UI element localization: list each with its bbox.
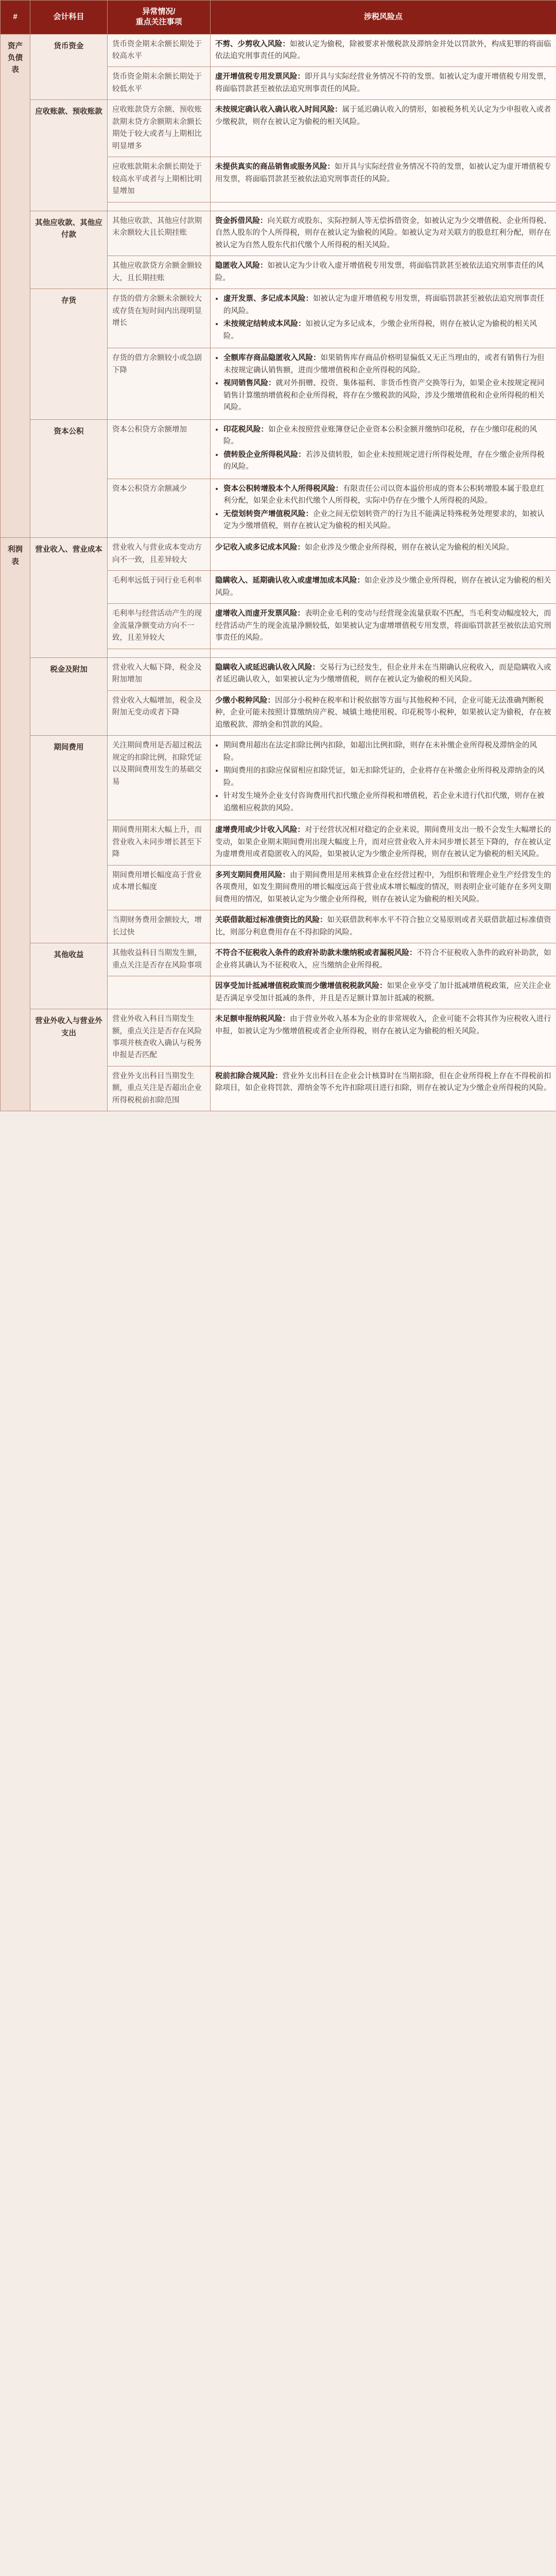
section-label: 资产负债表 xyxy=(1,34,30,538)
account-name: 其他收益 xyxy=(30,943,108,1009)
risk-cell xyxy=(211,256,556,289)
risk-point xyxy=(223,765,551,789)
risk-point xyxy=(215,542,551,554)
table-row xyxy=(1,34,556,67)
risk-cell xyxy=(211,100,556,157)
risk-cell xyxy=(211,820,556,865)
risk-point xyxy=(215,215,551,251)
abnormal-item: 应收账款期末余额长期处于较高水平或者与上期相比明显增加 xyxy=(108,157,211,202)
risk-point xyxy=(215,161,551,185)
risk-cell xyxy=(211,419,556,479)
risk-title: 多列支期间费用风险： xyxy=(215,871,290,879)
risk-title: 全额库存商品隐匿收入风险： xyxy=(223,354,321,363)
risk-desc: 有限责任公司以资本溢价形成的资本公积转增股本属于股息红利分配，如果企业未代扣代缴个人所得税，实际中仍存在少缴个人所得税的风险。 xyxy=(223,484,545,505)
risk-cell xyxy=(211,289,556,348)
risk-desc: 如被认定为偷税，除被要求补缴税款及滞纳金并处以罚款外，构成犯罪的将面临依法追究刑事责任的风险。 xyxy=(215,40,551,60)
abnormal-item: 营业外支出科目当期发生额，重点关注是否超出企业所得税税前扣除范围 xyxy=(108,1066,211,1111)
abnormal-item: 关注期间费用是否超过税法规定的扣除比例，扣除凭证以及期间费用发生的基础交易 xyxy=(108,736,211,820)
abnormal-item: 其他收益科目当期发生额，重点关注是否存在风险事项 xyxy=(108,943,211,976)
account-name: 营业收入、营业成本 xyxy=(30,538,108,657)
account-name: 税金及附加 xyxy=(30,657,108,735)
risk-desc: 交易行为已经发生，但企业并未在当期确认应税收入，而是隐瞒收入或者延迟确认收入，如果被认定为少缴增值税，则存在被认定为偷税的相关风险。 xyxy=(215,663,551,684)
risk-desc: 如企业未按照营业账簿登记企业资本公积金额并缴纳印花税，存在少缴印花税的风险。 xyxy=(223,425,537,446)
abnormal-item: 营业外收入科目当期发生额，重点关注是否存在风险事项并核查收入确认与税务申报是否匹配 xyxy=(108,1009,211,1066)
abnormal-item: 资本公积贷方余额减少 xyxy=(108,479,211,538)
risk-cell xyxy=(211,538,556,571)
abnormal-item: 存货的借方余额未余额较大或存货在短时间内出现明显增长 xyxy=(108,289,211,348)
account-name: 存货 xyxy=(30,289,108,419)
risk-title: 虚增收入而虚开发票风险： xyxy=(215,609,305,618)
risk-point xyxy=(223,509,551,533)
risk-point xyxy=(215,608,551,644)
risk-title: 虚开增值税专用发票风险： xyxy=(215,73,305,81)
risk-point xyxy=(223,293,551,317)
risk-desc: 向关联方或股东、实际控制人等无偿拆借资金，如被认定为少交增值税、企业所得税、自然人股东的个人所得税，则存在被认定为偷税的风险。如被认定为对关联方的股息红利分配，则存在被认定为自然人股东代扣代缴个人所得税的相关风险。 xyxy=(215,216,551,249)
risk-cell xyxy=(211,865,556,910)
risk-desc: 期间费用的扣除应保留相应扣除凭证，如无扣除凭证的，企业将存在补缴企业所得税及滞纳金的风险。 xyxy=(223,767,545,787)
abnormal-item: 营业收入与营业成本变动方向不一致，且差异较大 xyxy=(108,538,211,571)
abnormal-item xyxy=(108,649,211,657)
risk-cell xyxy=(211,1066,556,1111)
risk-cell xyxy=(211,211,556,256)
account-name: 应收账款、预收账款 xyxy=(30,100,108,211)
risk-point xyxy=(223,424,551,448)
table-row xyxy=(1,538,556,571)
risk-title: 未足额申报纳税风险： xyxy=(215,1015,290,1024)
risk-desc: 即开具与实际经营业务情况不符的发票。如被认定为虚开增值税专用发票，将面临罚款甚至被依法追究刑事责任的风险。 xyxy=(215,73,551,93)
risk-point xyxy=(215,695,551,731)
risk-point xyxy=(215,662,551,686)
risk-cell xyxy=(211,571,556,604)
table-row xyxy=(1,289,556,348)
risk-title: 隐瞒收入、延期确认收入或虚增加成本风险： xyxy=(215,577,364,585)
table-row xyxy=(1,657,556,690)
abnormal-item: 当期财务费用金额较大，增长过快 xyxy=(108,910,211,943)
risk-cell xyxy=(211,736,556,820)
risk-point xyxy=(223,790,551,815)
abnormal-item: 毛利率远低于同行业毛利率 xyxy=(108,571,211,604)
risk-desc: 营业外支出科目在企业会计核算时在当期扣除，但在企业所得税上存在不得税前扣除项目，如企业将罚款、滞纳金等不允许扣除项目进行扣除，则存在被认定为少缴企业所得税的风险。 xyxy=(215,1072,551,1093)
abnormal-item: 货币资金期末余额长期处于较高水平 xyxy=(108,34,211,67)
risk-title: 资本公积转增股本个人所得税风险： xyxy=(223,484,343,493)
risk-point xyxy=(215,914,551,939)
abnormal-item: 存货的借方余额较小或急剧下降 xyxy=(108,348,211,419)
risk-title: 视同销售风险： xyxy=(223,379,276,388)
risk-title: 隐匿收入风险： xyxy=(215,262,268,270)
risk-point xyxy=(215,870,551,906)
risk-title: 不剪、少剪收入风险： xyxy=(215,40,290,48)
table-row xyxy=(1,943,556,976)
account-name: 营业外收入与营业外支出 xyxy=(30,1009,108,1111)
account-name: 货币资金 xyxy=(30,34,108,100)
risk-point xyxy=(223,318,551,343)
risk-point xyxy=(223,740,551,764)
risk-cell xyxy=(211,34,556,67)
risk-desc: 如关联借款利率水平不符合独立交易原则或者关联借款超过标准债资比，则部分利息费用存在不得扣除的风险。 xyxy=(215,916,551,937)
table-row xyxy=(1,419,556,479)
risk-desc: 因部分小税种在税率和计税依据等方面与其他税种不同，企业可能无法准确判断税种，企业可能未按照计算缴纳房产税、城镇土地使用税、印花税等小税种，如果被认定为偷税，存在被追缴税款、滞纳金和罚款的风险。 xyxy=(215,696,551,729)
risk-point xyxy=(223,483,551,507)
risk-point xyxy=(223,449,551,473)
risk-desc: 属于延迟确认收入的情形，如被税务机关认定为少申报收入或者少缴税款，则存在被认定为偷税的相关风险。 xyxy=(215,106,551,126)
abnormal-item: 期间费用期末大幅上升，而营业收入未同步增长甚至下降 xyxy=(108,820,211,865)
header-abnormal: 异常情况/ 重点关注事项 xyxy=(108,1,211,35)
risk-point xyxy=(215,824,551,860)
abnormal-item xyxy=(108,976,211,1009)
header-risk: 涉税风险点 xyxy=(211,1,556,35)
risk-title: 虚开发票、多记成本风险： xyxy=(223,295,313,303)
risk-title: 资金拆借风险： xyxy=(215,216,268,225)
risk-desc: 如开具与实际经营业务情况不符的发票，如被认定为虚开增值税专用发票，将面临罚款甚至被依法追究刑事责任的风险。 xyxy=(215,163,551,183)
risk-title: 未按规定确认收入确认收入时间风险： xyxy=(215,106,342,114)
risk-desc: 如企业涉及少缴企业所得税，则存在被认定为偷税的相关风险。 xyxy=(305,544,514,552)
risk-desc: 如被认定为少计收入虚开增值税专用发票，将面临罚款甚至被依法追究刑事责任的风险。 xyxy=(215,262,544,282)
abnormal-item: 其他应收款贷方余额金额较大，且长期挂账 xyxy=(108,256,211,289)
section-label: 利润表 xyxy=(1,538,30,1111)
risk-desc: 表明企业毛利的变动与经营现金流量获取不匹配，当毛利变动幅度较大，而经营活动产生的现金流量净额较低，如果被认定为虚增增值税专用发票，将面临罚款甚至被依法追究刑事责任的风险。 xyxy=(215,609,551,642)
abnormal-item: 营业收入大幅下降，税金及附加增加 xyxy=(108,657,211,690)
header-account: 会计科目 xyxy=(30,1,108,35)
risk-title: 印花税风险： xyxy=(223,425,268,434)
tax-risk-table xyxy=(0,0,556,1111)
risk-cell xyxy=(211,348,556,419)
risk-desc: 如企业涉及少缴企业所得税，则存在被认定为偷税的相关风险。 xyxy=(215,577,551,597)
risk-desc: 由于营业外收入基本为企业的非常规收入，企业可能不会将其作为应税收入进行申报，如被认定为少缴增值税或者企业所得税，则存在被认定为偷税的相关风险。 xyxy=(215,1015,551,1036)
header-index: # xyxy=(1,1,30,35)
risk-title: 虚增费用或少计收入风险： xyxy=(215,826,305,835)
abnormal-item: 毛利率与经营活动产生的现金流量净额变动方向不一致，且差异较大 xyxy=(108,604,211,649)
risk-cell xyxy=(211,157,556,202)
table-row xyxy=(1,1009,556,1066)
account-name: 其他应收款、其他应付款 xyxy=(30,211,108,289)
risk-desc: 由于期间费用是用来核算企业在经营过程中，为组织和管理企业生产经营发生的各项费用，如发生期间费用的增长幅度远高于营业成本增长幅度的情况，则表明企业可能存在多列支期间费用的情况，如果被认定为少缴企业所得税，则存在被认定为偷税的相关风险。 xyxy=(215,871,551,904)
risk-desc: 如被认定为虚开增值税专用发票，将面临罚款甚至被依法追究刑事责任的风险。 xyxy=(223,295,545,315)
risk-desc: 不符合不征税收入条件的政府补助款，如企业将其确认为不征税收入，应当缴纳企业所得税。 xyxy=(215,949,551,970)
table-header xyxy=(1,1,556,35)
risk-cell xyxy=(211,649,556,657)
risk-point xyxy=(215,104,551,128)
abnormal-item xyxy=(108,202,211,211)
abnormal-item: 营业收入大幅增加，税金及附加无变动或者下降 xyxy=(108,690,211,735)
risk-title: 未提供真实的商品销售或服务风险： xyxy=(215,163,335,172)
risk-point xyxy=(223,352,551,377)
risk-point xyxy=(215,71,551,95)
risk-desc: 如果企业享受了加计抵减增值税政策，应关注企业是否满足享受加计抵减的条件，并且是否足额计算加计抵减的税额。 xyxy=(215,982,551,1003)
table-row xyxy=(1,211,556,256)
risk-point xyxy=(223,378,551,414)
risk-title: 因享受加计抵减增值税政策而少缴增值税税款风险： xyxy=(215,982,387,991)
risk-desc: 期间费用超出在法定扣除比例内扣除，如超出比例扣除，则存在未补缴企业所得税及滞纳金的风险。 xyxy=(223,741,537,762)
risk-desc: 针对发生境外企业支付咨询费用代扣代缴企业所得税和增值税，若企业未进行代扣代缴，则存在被追缴相应税款的风险。 xyxy=(223,792,545,812)
risk-point xyxy=(215,1071,551,1095)
risk-title: 未按规定结转成本风险： xyxy=(223,320,306,329)
risk-title: 关联借款超过标准债资比的风险： xyxy=(215,916,327,925)
risk-title: 隐瞒收入或延迟确认收入风险： xyxy=(215,663,320,672)
risk-cell xyxy=(211,1009,556,1066)
abnormal-item: 货币资金期末余额长期处于较低水平 xyxy=(108,67,211,100)
risk-cell xyxy=(211,943,556,976)
risk-cell xyxy=(211,976,556,1009)
risk-cell xyxy=(211,604,556,649)
abnormal-item: 应收账款贷方余额、预收账款期末贷方余额期末余额长期处于较大或者与上期相比明显增多 xyxy=(108,100,211,157)
risk-cell xyxy=(211,479,556,538)
risk-point xyxy=(215,39,551,63)
table-body xyxy=(1,34,556,1111)
risk-cell xyxy=(211,202,556,211)
risk-title: 少记收入或多记成本风险： xyxy=(215,544,305,552)
risk-cell xyxy=(211,910,556,943)
risk-desc: 就对外捐赠、投资、集体福利、非货币性资产交换等行为，如果企业未按规定视同销售计算缴纳增值税和企业所得税，将存在少缴税款的风险，涉及少缴增值税和企业所得税的相关风险。 xyxy=(223,379,545,412)
account-name: 期间费用 xyxy=(30,736,108,943)
risk-desc: 如果销售库存商品价格明显偏低又无正当理由的，或者有销售行为但未按规定确认销售额，进而少缴增值税和企业所得税的风险。 xyxy=(223,354,545,375)
risk-title: 少缴小税种风险： xyxy=(215,696,275,705)
risk-desc: 若涉及债转股，如企业未按照规定进行所得税处理，存在少缴企业所得税的风险。 xyxy=(223,450,545,471)
table-row xyxy=(1,100,556,157)
risk-desc: 如被认定为多记成本，少缴企业所得税，则存在被认定为偷税的相关风险。 xyxy=(223,320,537,341)
risk-title: 税前扣除合规风险： xyxy=(215,1072,283,1080)
abnormal-item: 资本公积贷方余额增加 xyxy=(108,419,211,479)
risk-title: 不符合不征税收入条件的政府补助款未缴纳税或者漏税风险： xyxy=(215,949,417,958)
risk-point xyxy=(215,260,551,284)
risk-point xyxy=(215,947,551,972)
risk-cell xyxy=(211,657,556,690)
abnormal-item: 其他应收款、其他应付款期末余额较大且长期挂账 xyxy=(108,211,211,256)
account-name: 资本公积 xyxy=(30,419,108,538)
risk-point xyxy=(215,980,551,1005)
risk-title: 债转股企业所得税风险： xyxy=(223,450,306,459)
risk-point xyxy=(215,575,551,599)
table-row xyxy=(1,736,556,820)
risk-desc: 企业之间无偿划转资产的行为且不能满足特殊税务处理要求的，如被认定为少缴增值税，则存在被认定为偷税的相关风险。 xyxy=(223,510,545,530)
abnormal-item: 期间费用增长幅度高于营业成本增长幅度 xyxy=(108,865,211,910)
risk-cell xyxy=(211,67,556,100)
risk-desc: 对于经营状况相对稳定的企业来说，期间费用支出一般不会发生大幅增长的变动，如果企业期末期间费用出现大幅度上升，而对应营业收入并未同步增长甚至下降的，存在被认定为虚增费用或者隐匿收入的风险，如果被认定为少缴企业所得税，则存在被认定为偷税的相关风险。 xyxy=(215,826,551,859)
risk-point xyxy=(215,1013,551,1038)
risk-cell xyxy=(211,690,556,735)
risk-title: 无偿划转资产增值税风险： xyxy=(223,510,313,518)
